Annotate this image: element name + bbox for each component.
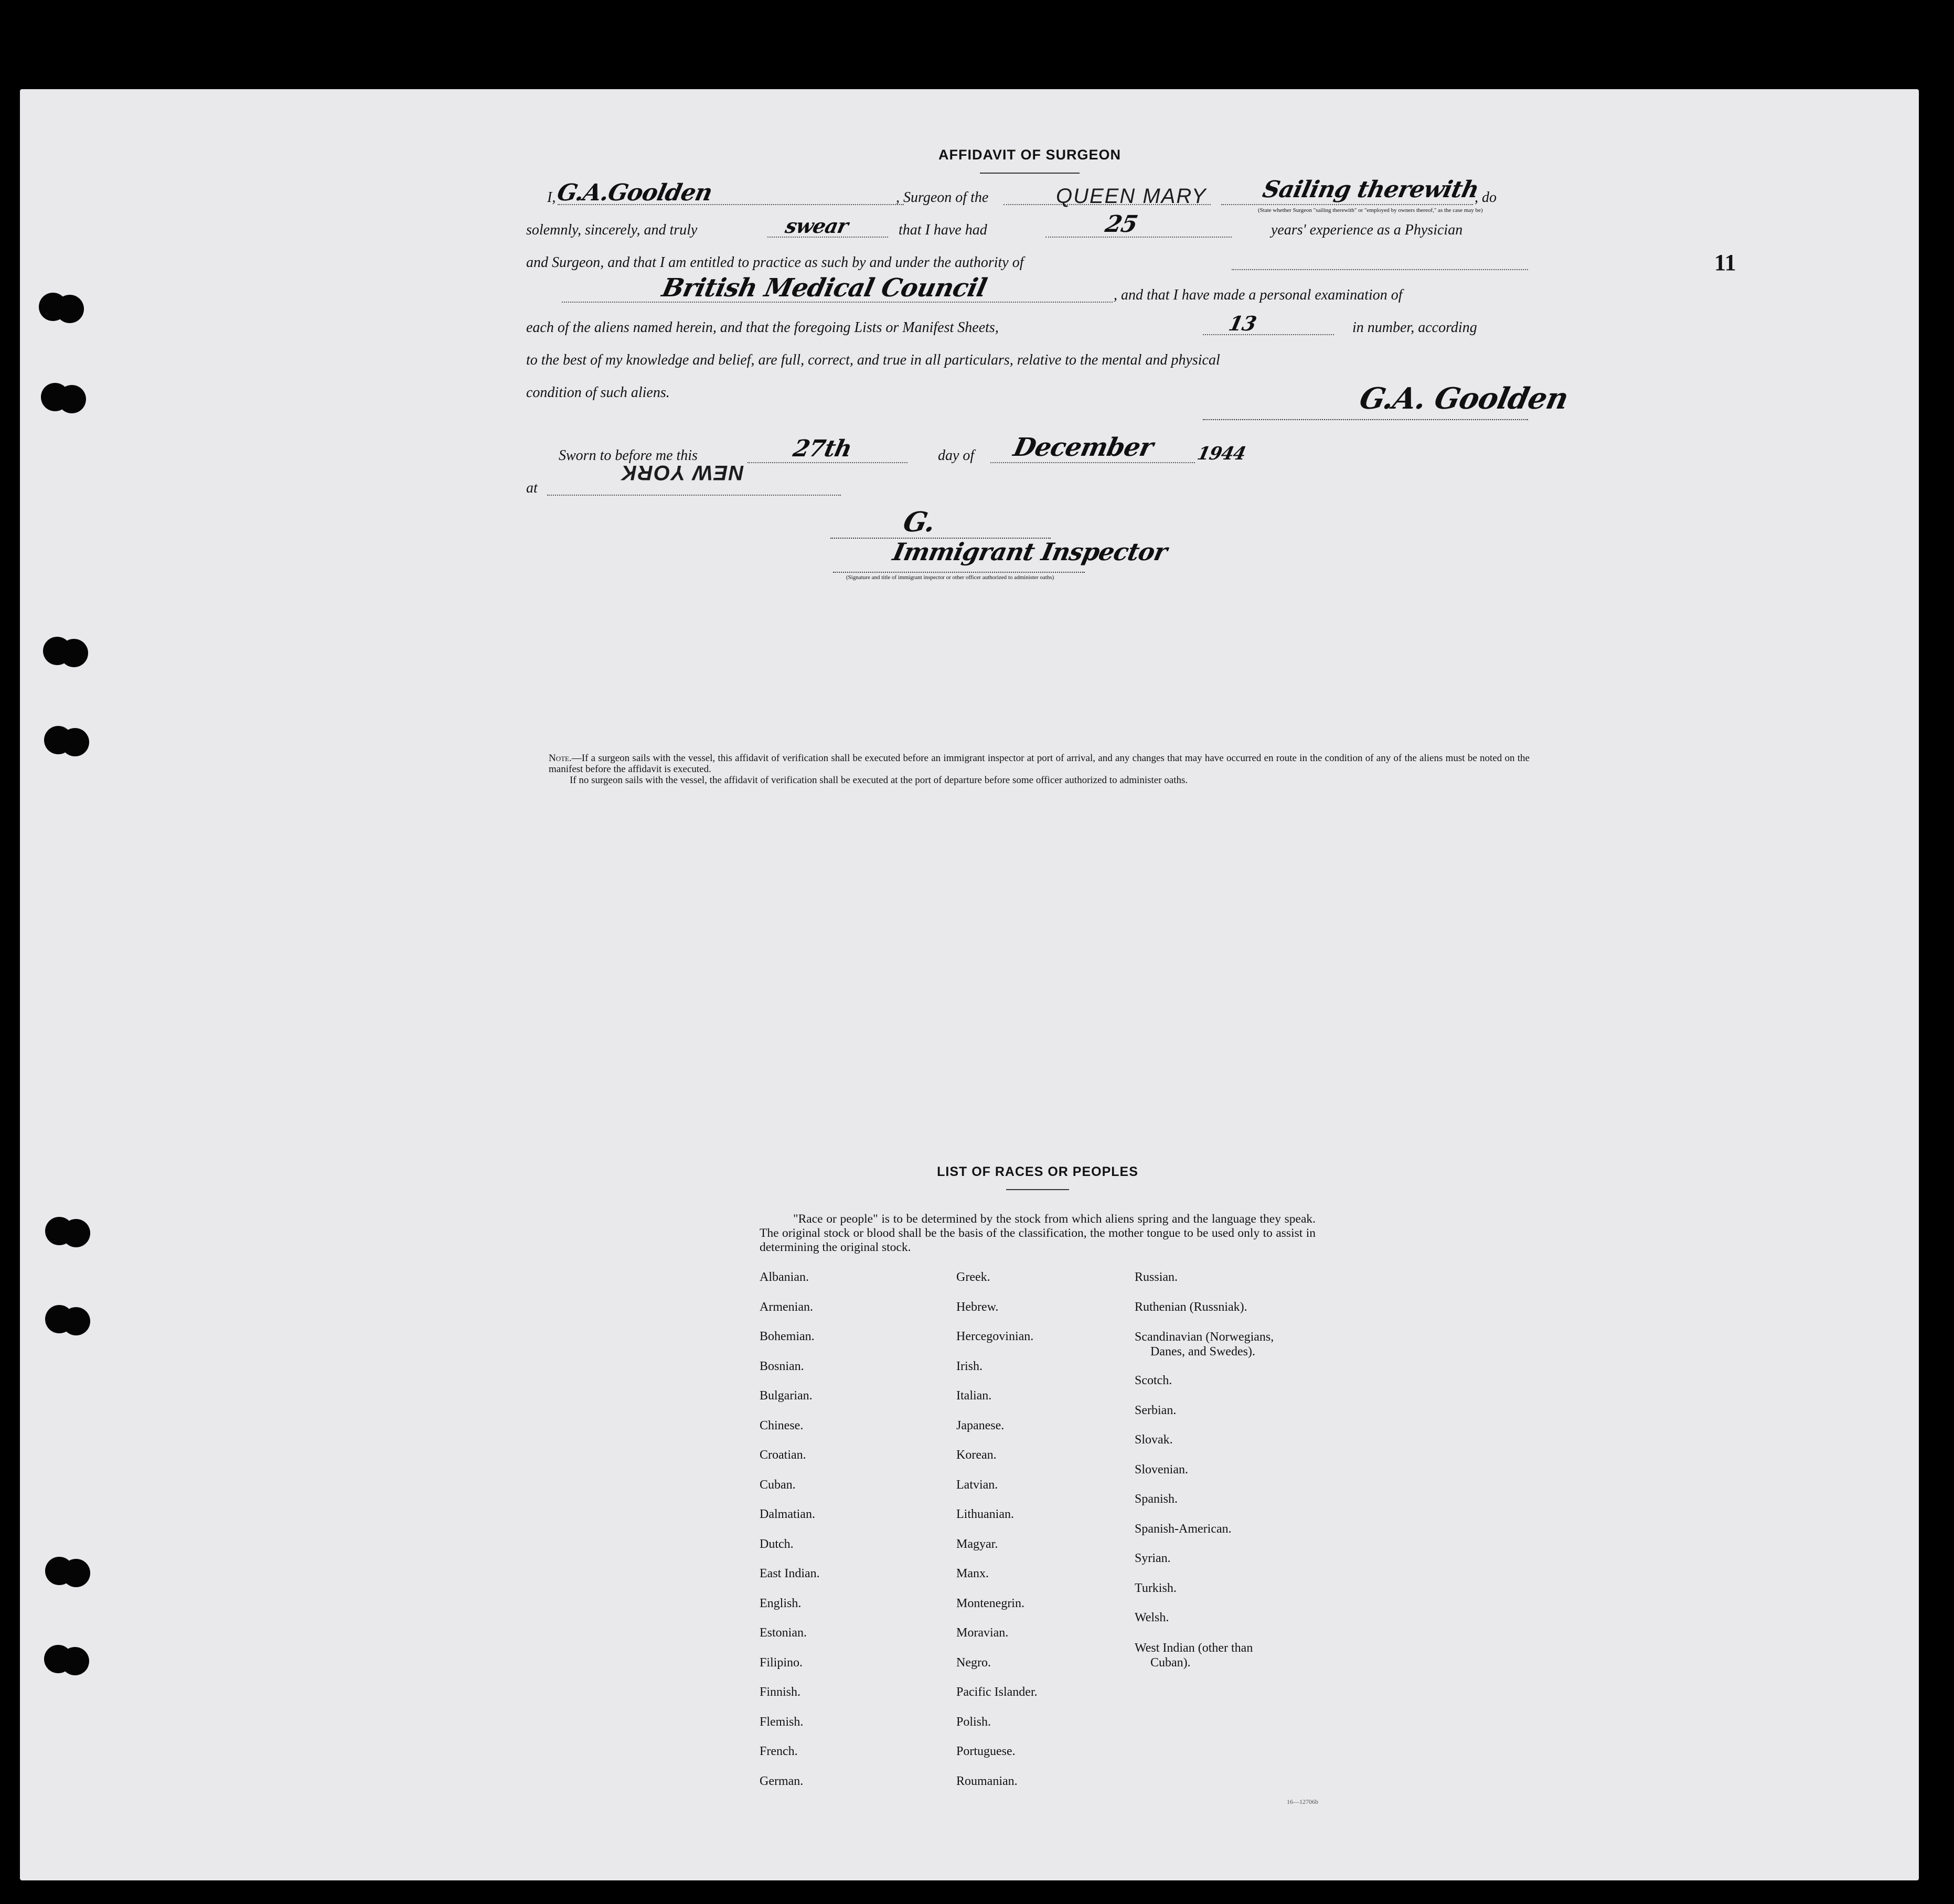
- line6-text: to the best of my knowledge and belief, are full, correct, and true in all particulars, relative to the mental and physical: [526, 352, 1220, 368]
- oath-handwritten: swear: [783, 214, 850, 238]
- surgeon-name-handwritten: G.A.Goolden: [554, 179, 714, 206]
- race-item: Lithuanian.: [956, 1507, 1014, 1521]
- sheets-handwritten: 13: [1226, 312, 1258, 335]
- punch-hole: [45, 1217, 92, 1247]
- race-item: Bulgarian.: [760, 1389, 813, 1403]
- race-item-text: Welsh.: [1135, 1611, 1169, 1624]
- race-item: German.: [760, 1774, 804, 1788]
- race-item: [1135, 1611, 1274, 1641]
- affidavit-line-4: [526, 275, 1533, 308]
- prefix-text: I,: [547, 189, 556, 206]
- race-item: Portuguese.: [956, 1745, 1016, 1758]
- race-item: [1135, 1374, 1274, 1404]
- inspector-signature-block: [526, 501, 1533, 606]
- note-text-1: —If a surgeon sails with the vessel, this affidavit of verification shall be executed before an immigrant inspector at port of arrival, and any changes that may have occurred en route in the condition of any of the aliens must be noted on the manifest before the affidavit is executed.: [549, 753, 1530, 775]
- affidavit-line-7: [526, 373, 1572, 416]
- inspector-initials: G.: [900, 506, 938, 538]
- sworn-month-handwritten: December: [1011, 433, 1156, 462]
- punch-hole: [44, 1645, 91, 1675]
- form-number: 16—12706b: [1287, 1798, 1318, 1805]
- at-line: [526, 461, 1533, 501]
- race-item: Montenegrin.: [956, 1596, 1024, 1610]
- page-number: 11: [1714, 250, 1736, 275]
- race-item: Estonian.: [760, 1626, 807, 1640]
- note-paragraph-1: [549, 753, 1530, 775]
- race-item-text: Russian.: [1135, 1270, 1178, 1284]
- races-columns: [760, 1270, 1316, 1816]
- signature-caption: (Signature and title of immigrant inspector or other officer authorized to administer oaths): [846, 574, 1054, 581]
- title-rule: [980, 173, 1080, 174]
- race-item: French.: [760, 1745, 798, 1758]
- race-item: Pacific Islander.: [956, 1685, 1038, 1699]
- race-item: [1135, 1463, 1274, 1493]
- affidavit-note: [549, 753, 1530, 786]
- race-item: Dalmatian.: [760, 1507, 815, 1521]
- document-page: [20, 89, 1919, 1880]
- race-item-text: Spanish-American.: [1135, 1522, 1232, 1536]
- race-item: Finnish.: [760, 1685, 801, 1699]
- place-stamp: NEW YORK: [621, 461, 744, 484]
- race-item: Manx.: [956, 1567, 989, 1580]
- sworn-day-handwritten: 27th: [791, 435, 854, 462]
- punch-hole: [45, 1557, 92, 1587]
- race-item: [1135, 1404, 1274, 1434]
- race-item: [1135, 1330, 1274, 1374]
- race-item: [1135, 1300, 1274, 1330]
- affidavit-line-1: I, G.A.Goolden , Surgeon of the QUEEN MARY Sailing therewith , do (State whether Surgeon "sailing therewith" or "employed by owners thereof," as the case may be): [547, 176, 1497, 213]
- line4-text: , and that I have made a personal examination of: [1114, 287, 1403, 303]
- races-column-3: [1135, 1270, 1274, 1685]
- race-item: Chinese.: [760, 1418, 804, 1432]
- race-item: Korean.: [956, 1448, 997, 1462]
- affidavit-line-5: [526, 308, 1533, 340]
- race-item: Albanian.: [760, 1270, 809, 1284]
- race-item: Moravian.: [956, 1626, 1009, 1640]
- race-item: Flemish.: [760, 1715, 804, 1729]
- race-item-text: Syrian.: [1135, 1552, 1171, 1565]
- affidavit-of-surgeon: [526, 147, 1572, 606]
- race-item: Latvian.: [956, 1478, 998, 1492]
- races-column-2: [956, 1270, 1038, 1804]
- race-item: Armenian.: [760, 1300, 813, 1314]
- race-item-text: West Indian (other than: [1135, 1641, 1253, 1655]
- authority-handwritten: British Medical Council: [659, 273, 989, 303]
- race-item: Dutch.: [760, 1537, 794, 1551]
- note-paragraph-2: If no surgeon sails with the vessel, the affidavit of verification shall be executed at the port of departure before some officer authorized to administer oaths.: [570, 775, 1188, 786]
- race-item: Greek.: [956, 1270, 990, 1284]
- inspector-signature: Immigrant Inspector: [890, 538, 1170, 566]
- race-item: [1135, 1641, 1274, 1685]
- race-item-continuation: Cuban).: [1150, 1655, 1191, 1670]
- affidavit-line-6: [526, 340, 1533, 373]
- race-item: [1135, 1433, 1274, 1463]
- race-item: Bosnian.: [760, 1359, 804, 1373]
- status-handwritten: Sailing therewith: [1260, 176, 1481, 203]
- line5-text-b: in number, according: [1352, 319, 1477, 336]
- race-item: East Indian.: [760, 1567, 820, 1580]
- punch-hole: [44, 726, 91, 756]
- race-item: Irish.: [956, 1359, 983, 1373]
- race-item: Filipino.: [760, 1655, 803, 1670]
- race-item-text: Spanish.: [1135, 1492, 1178, 1506]
- affidavit-line-2: [526, 210, 1533, 243]
- punch-hole: [39, 293, 86, 323]
- race-item-text: Ruthenian (Russniak).: [1135, 1300, 1247, 1314]
- punch-hole: [43, 637, 90, 667]
- race-item: Magyar.: [956, 1537, 998, 1551]
- sworn-text-a: Sworn to before me this: [559, 447, 698, 464]
- affidavit-line-3: [526, 243, 1533, 275]
- sworn-year: 1944: [1195, 443, 1247, 464]
- races-title-rule: [1006, 1189, 1069, 1190]
- race-item: [1135, 1581, 1274, 1611]
- race-item: [1135, 1492, 1274, 1522]
- race-item: Hercegovinian.: [956, 1330, 1034, 1343]
- surgeon-of-the-text: , Surgeon of the: [896, 189, 989, 206]
- affidavit-title: AFFIDAVIT OF SURGEON: [938, 147, 1121, 163]
- ship-name-stamp: QUEEN MARY: [1056, 185, 1207, 208]
- races-column-1: [760, 1270, 820, 1804]
- line3-text: and Surgeon, and that I am entitled to practice as such by and under the authority of: [526, 254, 1024, 271]
- race-item: Cuban.: [760, 1478, 796, 1492]
- race-item: Bohemian.: [760, 1330, 815, 1343]
- race-item: Polish.: [956, 1715, 991, 1729]
- race-item-text: Slovenian.: [1135, 1462, 1188, 1477]
- punch-hole: [41, 383, 88, 413]
- race-item-continuation: Danes, and Swedes).: [1150, 1345, 1255, 1359]
- race-item-text: Slovak.: [1135, 1433, 1173, 1447]
- race-item-text: Scotch.: [1135, 1374, 1172, 1387]
- at-label: at: [526, 480, 538, 496]
- line2-text-a: solemnly, sincerely, and truly: [526, 222, 698, 238]
- race-item: Japanese.: [956, 1418, 1005, 1432]
- do-text: , do: [1475, 189, 1497, 206]
- race-item: Roumanian.: [956, 1774, 1018, 1788]
- race-item: Hebrew.: [956, 1300, 999, 1314]
- list-of-races: [760, 1164, 1316, 1816]
- race-item: Italian.: [956, 1389, 992, 1403]
- race-item: [1135, 1270, 1274, 1300]
- race-item: Croatian.: [760, 1448, 806, 1462]
- surgeon-signature: G.A. Goolden: [1356, 381, 1572, 416]
- line2-text-c: years' experience as a Physician: [1271, 222, 1463, 238]
- race-item-text: Turkish.: [1135, 1581, 1177, 1595]
- race-item: [1135, 1522, 1274, 1552]
- note-label: Note.: [549, 753, 572, 764]
- race-item-text: Serbian.: [1135, 1403, 1177, 1417]
- line7-text: condition of such aliens.: [526, 384, 670, 401]
- race-item: [1135, 1552, 1274, 1581]
- races-title: LIST OF RACES OR PEOPLES: [937, 1164, 1138, 1179]
- race-item: English.: [760, 1596, 802, 1610]
- line5-text-a: each of the aliens named herein, and that the foregoing Lists or Manifest Sheets,: [526, 319, 999, 336]
- race-item-text: Scandinavian (Norwegians,: [1135, 1330, 1274, 1344]
- surgeon-signature-line: [1203, 419, 1528, 420]
- years-handwritten: 25: [1103, 211, 1140, 238]
- signature-rule: [833, 572, 1085, 573]
- races-intro: "Race or people" is to be determined by the stock from which aliens spring and the language they speak. The original stock or blood shall be the basis of the classification, the mother tongue to be used only to assist in determining the original stock.: [760, 1212, 1316, 1254]
- punch-hole: [45, 1305, 92, 1335]
- race-item: Negro.: [956, 1655, 991, 1670]
- sworn-text-b: day of: [938, 447, 975, 464]
- line2-text-b: that I have had: [899, 222, 987, 238]
